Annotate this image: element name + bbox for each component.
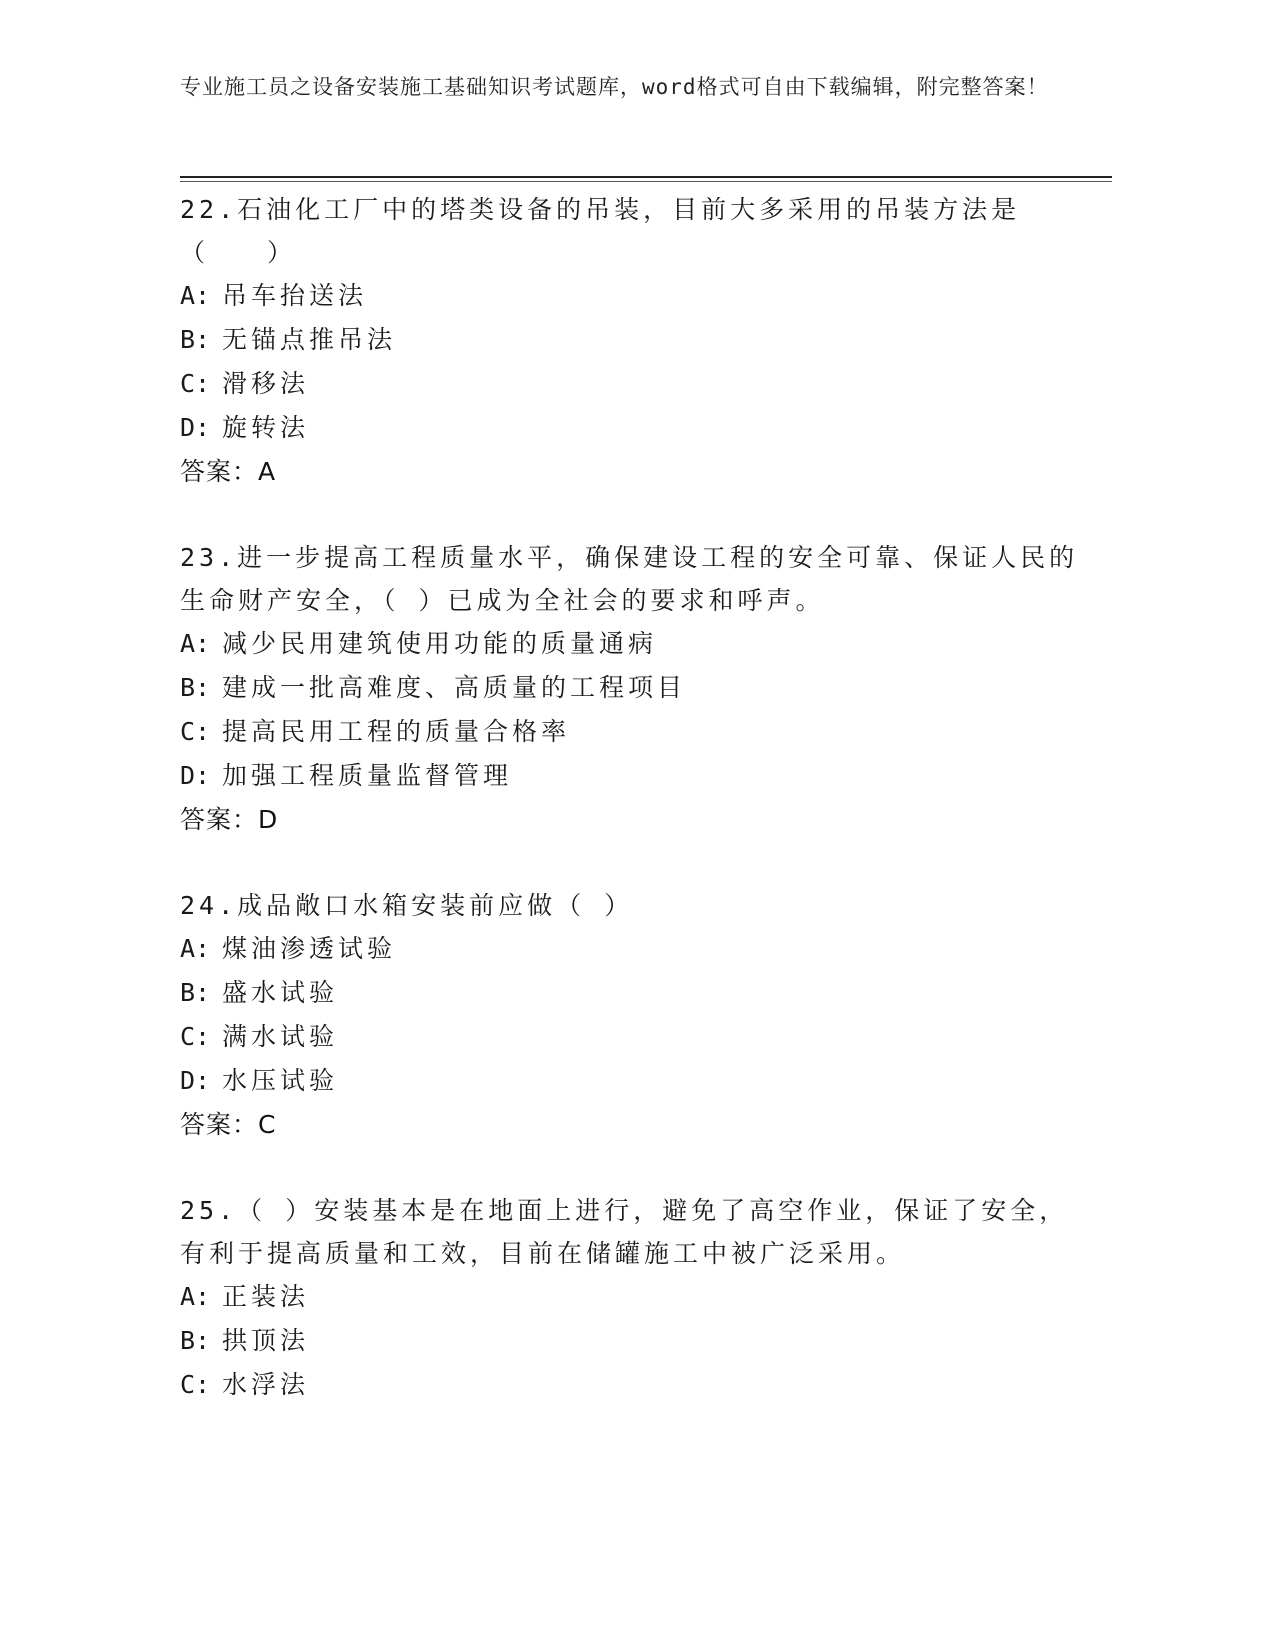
question-list	[180, 188, 1080, 1407]
spacer	[180, 1147, 1080, 1189]
document-header: 专业施工员之设备安装施工基础知识考试题库，word格式可自由下载编辑，附完整答案！	[180, 75, 1049, 99]
option-key: A:	[180, 1282, 211, 1311]
option-c	[180, 1015, 1080, 1059]
answer-line: 答案：C	[180, 1110, 277, 1139]
option-text: 满水试验	[222, 1022, 339, 1051]
option-a	[180, 622, 1080, 666]
question-24	[180, 884, 1080, 1147]
option-text: 拱顶法	[222, 1326, 310, 1355]
question-stem: 23.进一步提高工程质量水平，确保建设工程的安全可靠、保证人民的生命财产安全，（ ）已成为全社会的要求和呼声。	[180, 543, 1079, 615]
answer-line: 答案：D	[180, 805, 279, 834]
header-divider-thick	[180, 176, 1112, 178]
option-key: D:	[180, 1066, 211, 1095]
option-text: 盛水试验	[222, 978, 339, 1007]
option-a	[180, 927, 1080, 971]
option-b	[180, 1319, 1080, 1363]
option-text: 正装法	[222, 1282, 310, 1311]
option-key: B:	[180, 1326, 211, 1355]
option-key: A:	[180, 629, 211, 658]
question-stem: 24.成品敞口水箱安装前应做（ ）	[180, 891, 634, 920]
option-a	[180, 274, 1080, 318]
option-d	[180, 1059, 1080, 1103]
option-text: 加强工程质量监督管理	[222, 761, 513, 790]
option-text: 减少民用建筑使用功能的质量通病	[222, 629, 658, 658]
option-a	[180, 1275, 1080, 1319]
option-c	[180, 710, 1080, 754]
option-text: 建成一批高难度、高质量的工程项目	[222, 673, 687, 702]
option-text: 无锚点推吊法	[222, 325, 397, 354]
question-23	[180, 536, 1080, 842]
option-d	[180, 754, 1080, 798]
answer-line: 答案：A	[180, 457, 277, 486]
option-b	[180, 666, 1080, 710]
option-key: B:	[180, 673, 211, 702]
option-b	[180, 971, 1080, 1015]
option-text: 水压试验	[222, 1066, 339, 1095]
header-divider-thin	[180, 181, 1112, 182]
option-key: D:	[180, 761, 211, 790]
question-stem: 25.（ ）安装基本是在地面上进行，避免了高空作业，保证了安全，有利于提高质量和工效，目前在储罐施工中被广泛采用。	[180, 1196, 1069, 1268]
option-key: D:	[180, 413, 211, 442]
option-key: C:	[180, 717, 211, 746]
question-25	[180, 1189, 1080, 1407]
option-key: C:	[180, 1022, 211, 1051]
option-text: 水浮法	[222, 1370, 310, 1399]
option-key: B:	[180, 978, 211, 1007]
option-key: A:	[180, 281, 211, 310]
option-text: 煤油渗透试验	[222, 934, 397, 963]
option-key: A:	[180, 934, 211, 963]
option-text: 旋转法	[222, 413, 310, 442]
option-b	[180, 318, 1080, 362]
option-text: 滑移法	[222, 369, 310, 398]
option-text: 吊车抬送法	[222, 281, 368, 310]
option-key: C:	[180, 369, 211, 398]
question-stem: 22.石油化工厂中的塔类设备的吊装，目前大多采用的吊装方法是（ ）	[180, 195, 1021, 267]
option-text: 提高民用工程的质量合格率	[222, 717, 571, 746]
option-key: B:	[180, 325, 211, 354]
option-d	[180, 406, 1080, 450]
option-c	[180, 362, 1080, 406]
spacer	[180, 842, 1080, 884]
spacer	[180, 494, 1080, 536]
question-22	[180, 188, 1080, 494]
option-c	[180, 1363, 1080, 1407]
option-key: C:	[180, 1370, 211, 1399]
